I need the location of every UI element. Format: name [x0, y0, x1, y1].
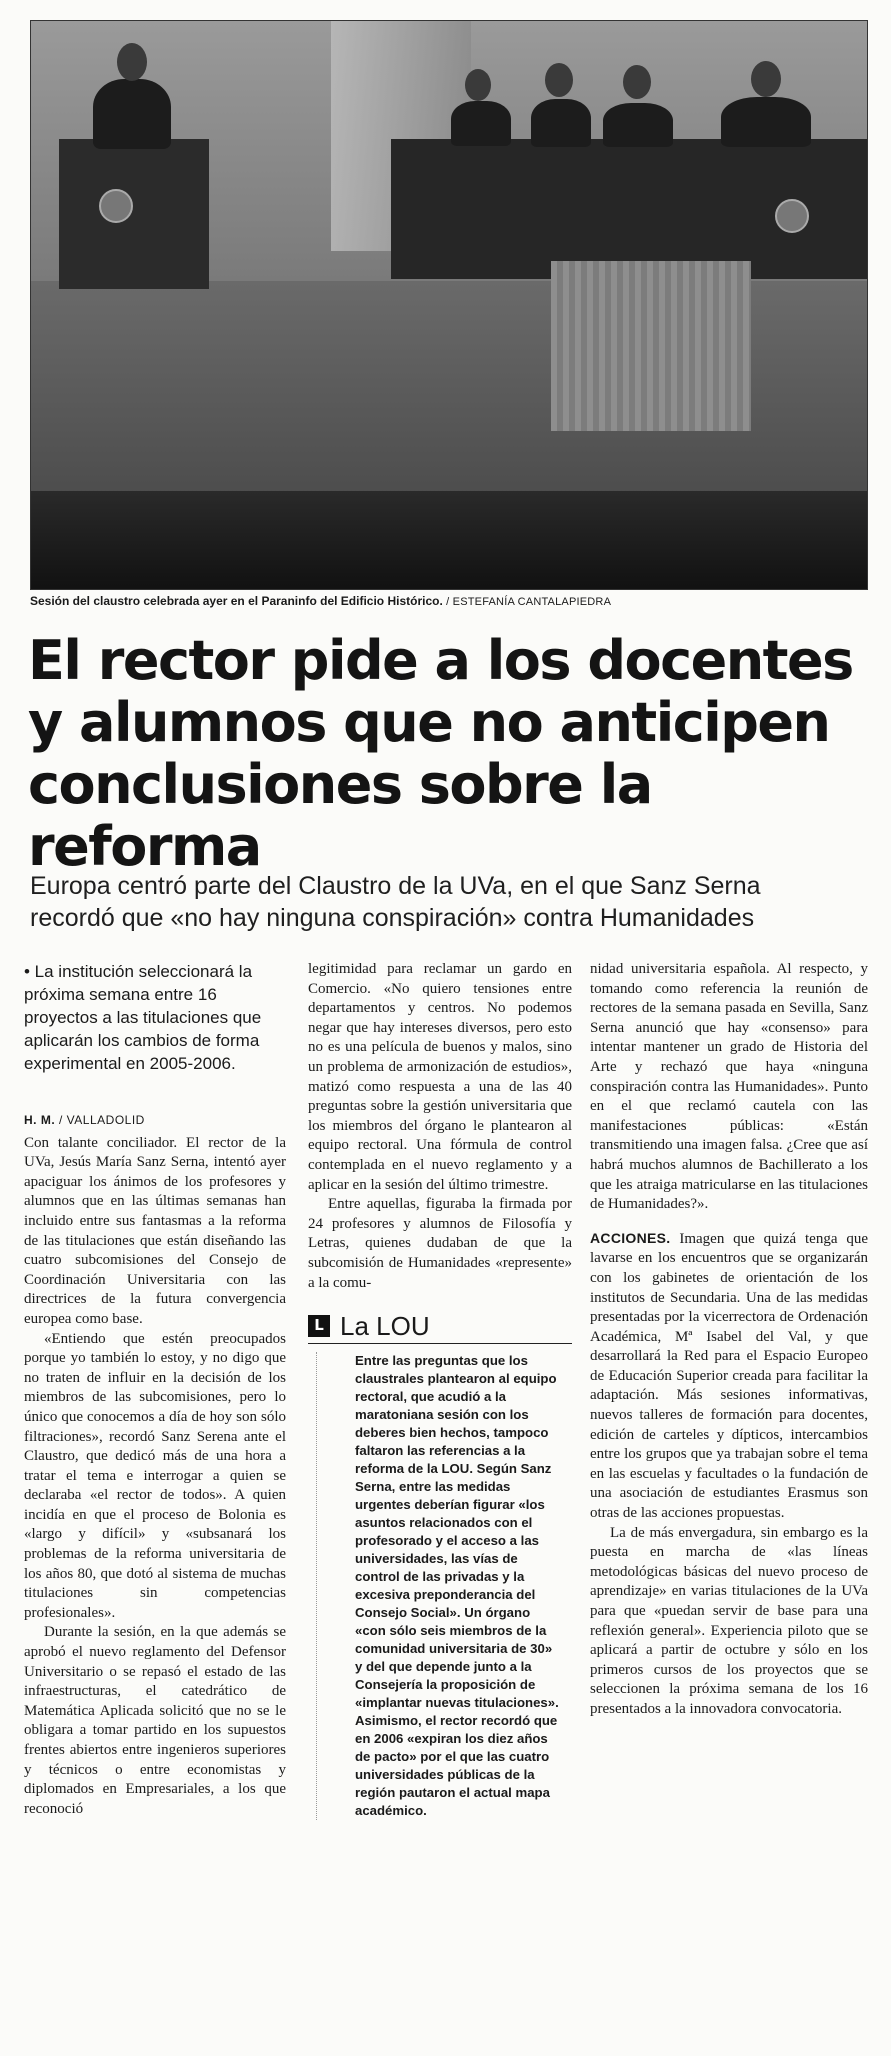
body-paragraph: legitimidad para reclamar un gardo en Comercio. «No quiero tensiones entre departamentos y centros. No podemos negar que hay intereses diversos, pero esto no es una película de buenos y malos, sino un problema de armonización de estudios», matizó como respuesta a una de las 40 preguntas sobre la gestión universitaria que los miembros del órgano le plantearon al equipo rectoral. Una fórmula de control contemplada en el nuevo reglamento y a aplicar en la sesión del último trimestre. — [308, 961, 572, 1193]
subheadline-line: Europa centró parte del Claustro de la UVa, en el que Sanz Serna — [30, 872, 761, 900]
photo-panelist — [603, 103, 673, 147]
photo-caption — [30, 594, 868, 608]
photo-panelist — [531, 99, 591, 147]
sidebar-box-title — [308, 1313, 572, 1344]
photo-caption-text: Sesión del claustro celebrada ayer en el Paraninfo del Edificio Histórico. — [30, 594, 443, 608]
body-paragraph: Entre aquellas, figuraba la firmada por 24 profesores y alumnos de Filosofía y Letras, quienes dudaban de que la subcomisión de Humanidades «represente» a la comu- — [308, 1196, 572, 1291]
headline-line: y alumnos que no anticipen — [28, 691, 830, 754]
photo-audience — [31, 491, 867, 590]
table-seal-icon — [775, 199, 809, 233]
article-column-1 — [24, 960, 286, 1819]
photo-panelist-head — [751, 61, 781, 97]
body-paragraph-acciones — [590, 1229, 868, 1524]
body-paragraph: «Entiendo que estén preocupados porque yo también lo estoy, y no digo que no traten de influir en la decisión de los miembros de las subcomisiones, pero lo único que conocemos a día de hoy son sólo filtraciones», recordó Sanz Serena ante el Claustro, que dedicó más de una hora a tratar el tema e interrogar a quien se declaraba «el rector de todos». A quien incidía en que el proceso de Bolonia es «largo y difícil» y «subsanará los problemas de la reforma universitaria de los años 80, que dotó al sistema de muchas titulaciones sin competencias profesionales». — [24, 1330, 286, 1621]
photo-podium — [59, 139, 209, 289]
article-column-2 — [308, 960, 572, 1820]
article-photo — [30, 20, 868, 590]
photo-speaker — [93, 79, 171, 149]
body-paragraph: nidad universitaria española. Al respecto, y tomando como referencia la reunión de rectores de la semana pasada en Sevilla, Sanz Serna anunció que hay «consenso» para intentar mantener un grado de Historia del Arte y rechazó que haya «ninguna conspiración contra las Humanidades». Punto en el que reclamó cautela con las manifestaciones públicas: «Están transmitiendo una imagen falsa. ¿Cree que así habrá muchos alumnos de Bachillerato a los que les atraiga matricularse en las titulaciones de Humanidades?». — [590, 961, 868, 1213]
byline-place: / VALLADOLID — [59, 1113, 145, 1127]
subheadline — [30, 870, 870, 934]
lead-summary: • La institución seleccionará la próxima semana entre 16 proyectos a las titulaciones que aplicarán los cambios de forma experimental en 2005-2006. — [24, 962, 262, 1073]
sidebar-box-heading: La LOU — [340, 1311, 430, 1342]
article-column-3 — [590, 960, 868, 1720]
acciones-text: Imagen que quizá tenga que lavarse en los encuentros que se organizarán con los gabinetes de orientación de los institutos de Secundaria. Una de las medidas presentadas por la vicerrectora de Ordenación Académica, Mª Isabel del Val, y que desarrollará la Red para el Espacio Europeo de Educación Superior creada para facilitar la adaptación. Más sesiones informativas, nuevos talleres de formación para docentes, edición de carteles y dípticos, intercambios entre los grupos que ya trabajan sobre el tema en las escuelas y facultades o la fundación de una asociación de estudiantes Erasmus son otras de las acciones propuestas. — [590, 1230, 868, 1522]
photo-table-cloth — [551, 261, 751, 431]
headline-line: El rector pide a los docentes — [28, 629, 853, 692]
photo-panelist — [451, 101, 511, 146]
sidebar-box-text: Entre las preguntas que los claustrales plantearon al equipo rectoral, que acudió a la maratoniana sesión con los deberes bien hechos, tampoco faltaron las referencias a la reforma de la LOU. Según Sanz Serna, entre las medidas urgentes deberían figurar «los asuntos relacionados con el profesorado y el acceso a las universidades, las vías de control de las privadas y la excesiva preponderancia del Consejo Social». Un órgano «con sólo seis miembros de la comunidad universitaria de 30» y del que depende junto a la Consejería la proposición de «implantar nuevas titulaciones». Asimismo, el rector recordó que en 2006 «expiran los diez años de pacto» por el que las cuatro universidades públicas de la región pautaron el actual mapa académico. — [316, 1352, 572, 1820]
headline — [28, 630, 868, 878]
photo-presidency-table — [391, 139, 868, 279]
body-paragraph: Con talante conciliador. El rector de la UVa, Jesús María Sanz Serna, intentó ayer apaciguar los ánimos de los profesores y alumnos que en las últimas semanas han incluido entre sus fantasmas a la reforma de las titulaciones que están diseñando las cuatro subcomisiones del Consejo de Coordinación Universitaria con las directrices de la futura convergencia europea como base. — [24, 1134, 286, 1327]
sidebar-box — [308, 1313, 572, 1820]
byline-author: H. M. — [24, 1113, 56, 1127]
photo-panelist — [721, 97, 811, 147]
section-logo-icon: L — [308, 1315, 330, 1337]
podium-seal-icon — [99, 189, 133, 223]
body-paragraph: Durante la sesión, en la que además se aprobó el nuevo reglamento del Defensor Universitario o se repasó el estado de las infraestructuras, el catedrático de Matemática Aplicada solicitó que no se le obligara a tomar partido en los supuestos frentes abiertos entre ingenieros superiores y técnicos o entre economistas y diplomados en Empresariales, a los que reconoció — [24, 1624, 286, 1817]
photo-credit: / ESTEFANÍA CANTALAPIEDRA — [446, 596, 612, 608]
photo-panelist-head — [623, 65, 651, 99]
photo-panelist-head — [465, 69, 491, 101]
subheadline-line: recordó que «no hay ninguna conspiración» contra Humanidades — [30, 904, 755, 932]
byline — [24, 1111, 286, 1131]
section-kicker: ACCIONES. — [590, 1229, 671, 1246]
body-paragraph: La de más envergadura, sin embargo es la puesta en marcha de «las líneas metodológicas básicas del nuevo proceso de aprendizaje» en varias titulaciones de la UVa para que «puedan servir de base para una reflexión general». Experiencia piloto que se aplicará a partir de octubre y sólo en los primeros cursos de los proyectos que se seleccionen la próxima semana de los 16 presentados a la innovadora convocatoria. — [590, 1524, 868, 1717]
headline-line: conclusiones sobre la reforma — [28, 753, 652, 878]
photo-speaker-head — [117, 43, 147, 81]
photo-panelist-head — [545, 63, 573, 97]
